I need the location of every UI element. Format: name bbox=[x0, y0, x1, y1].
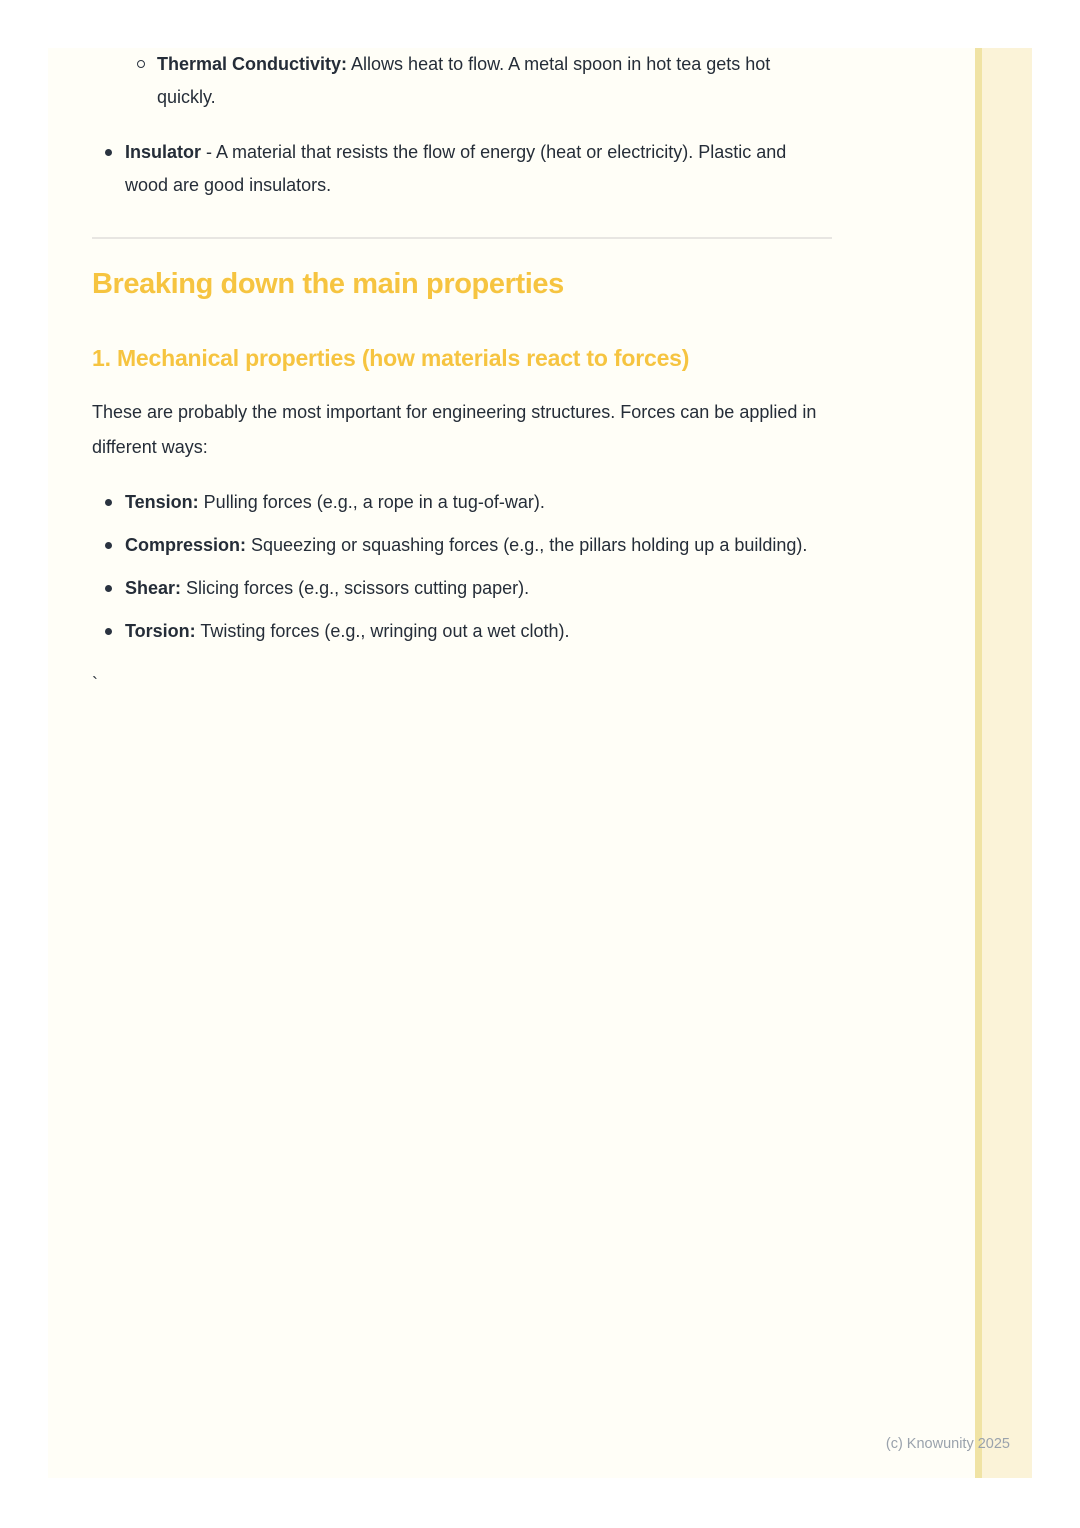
list-item-shear bbox=[92, 572, 832, 605]
disc-bullet-icon bbox=[105, 628, 112, 635]
disc-bullet-icon bbox=[105, 499, 112, 506]
term-definition: Squeezing or squashing forces (e.g., the pillars holding up a building). bbox=[246, 535, 808, 555]
term-label: Shear: bbox=[125, 578, 182, 598]
term-label: Insulator bbox=[125, 142, 202, 162]
document-page bbox=[48, 48, 1032, 1478]
copyright-notice: (c) Knowunity 2025 bbox=[885, 1436, 1010, 1452]
term-definition: Slicing forces (e.g., scissors cutting paper). bbox=[181, 578, 530, 598]
page-edge-stripe bbox=[975, 48, 1032, 1478]
forces-list bbox=[92, 486, 832, 648]
term-definition: Twisting forces (e.g., wringing out a wet cloth). bbox=[195, 621, 570, 641]
properties-list bbox=[92, 48, 832, 202]
term-label: Thermal Conductivity: bbox=[157, 54, 348, 74]
circle-bullet-icon bbox=[137, 60, 145, 68]
intro-paragraph: These are probably the most important for engineering structures. Forces can be applied in different ways: bbox=[92, 402, 817, 457]
stray-backtick: ` bbox=[92, 674, 98, 694]
disc-bullet-icon bbox=[105, 542, 112, 549]
term-definition: - A material that resists the flow of energy (heat or electricity). Plastic and wood are good insulators. bbox=[125, 142, 787, 195]
term-definition: Allows heat to flow. A metal spoon in hot tea gets hot quickly. bbox=[157, 54, 771, 107]
list-item-torsion bbox=[92, 615, 832, 648]
term-definition: Pulling forces (e.g., a rope in a tug-of-war). bbox=[198, 492, 545, 512]
list-item-insulator bbox=[92, 136, 832, 202]
list-item-compression bbox=[92, 529, 832, 562]
page-content bbox=[92, 48, 832, 701]
list-item-thermal-conductivity bbox=[92, 48, 832, 114]
section-divider bbox=[92, 237, 832, 239]
term-label: Torsion: bbox=[125, 621, 196, 641]
sub-heading: 1. Mechanical properties (how materials react to forces) bbox=[92, 345, 690, 371]
main-heading: Breaking down the main properties bbox=[92, 268, 564, 300]
term-label: Compression: bbox=[125, 535, 247, 555]
disc-bullet-icon bbox=[105, 585, 112, 592]
list-item-tension bbox=[92, 486, 832, 519]
disc-bullet-icon bbox=[105, 149, 112, 156]
term-label: Tension: bbox=[125, 492, 199, 512]
